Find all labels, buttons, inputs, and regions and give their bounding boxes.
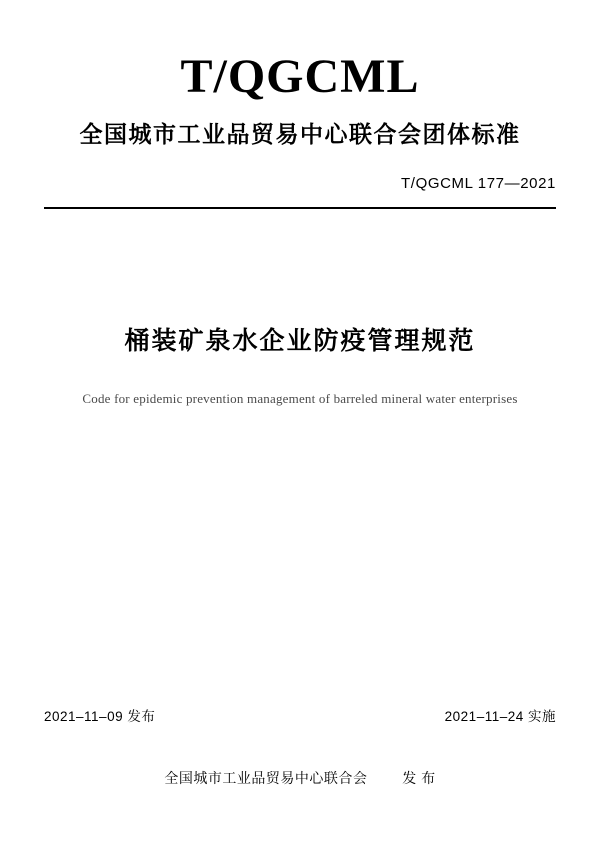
standard-number: T/QGCML 177—2021: [401, 175, 556, 193]
cover-header: [0, 0, 600, 209]
document-title-block: [0, 321, 600, 407]
header-divider-rule: [44, 207, 556, 209]
issuer-name: 全国城市工业品贸易中心联合会: [164, 770, 368, 786]
issuer-line: [0, 768, 600, 788]
effective-date: 2021‒11‒24 实施: [444, 709, 556, 724]
page-title: 桶装矿泉水企业防疫管理规范: [124, 327, 476, 356]
standard-number-row: [0, 175, 600, 193]
date-row: [44, 705, 556, 725]
standard-logo: T/QGCML: [180, 50, 420, 103]
issuing-organization-title: 全国城市工业品贸易中心联合会团体标准: [79, 121, 521, 148]
issuer-action: 发 布: [402, 770, 436, 786]
page-subtitle-english: Code for epidemic prevention management of barreled mineral water enterprises: [82, 391, 518, 407]
issue-date: 2021‒11‒09 发布: [44, 709, 156, 724]
